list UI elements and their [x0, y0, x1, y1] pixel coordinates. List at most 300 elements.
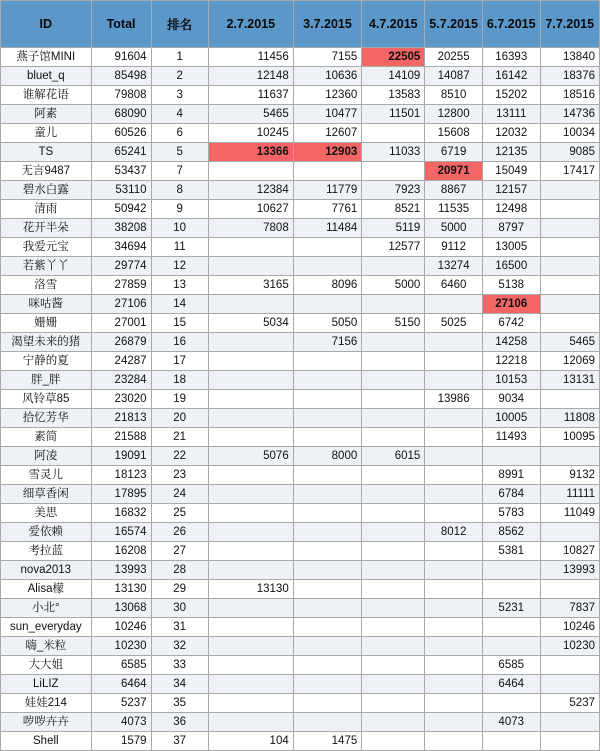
cell-daily-value[interactable] — [293, 675, 362, 694]
cell-id[interactable]: 花开半朵 — [1, 219, 92, 238]
column-header-total[interactable]: Total — [91, 1, 151, 48]
cell-total[interactable]: 53110 — [91, 181, 151, 200]
cell-daily-value[interactable]: 5231 — [482, 599, 540, 618]
cell-rank[interactable]: 22 — [151, 447, 208, 466]
cell-daily-value[interactable] — [293, 599, 362, 618]
cell-total[interactable]: 5237 — [91, 694, 151, 713]
cell-daily-value[interactable]: 11501 — [362, 105, 425, 124]
cell-id[interactable]: 宁静的夏 — [1, 352, 92, 371]
cell-daily-value[interactable] — [208, 333, 293, 352]
cell-rank[interactable]: 36 — [151, 713, 208, 732]
cell-daily-value[interactable]: 12032 — [482, 124, 540, 143]
cell-total[interactable]: 38208 — [91, 219, 151, 238]
cell-daily-value[interactable]: 104 — [208, 732, 293, 751]
cell-id[interactable]: Alisa檬 — [1, 580, 92, 599]
cell-daily-value[interactable] — [362, 504, 425, 523]
cell-daily-value[interactable] — [482, 447, 540, 466]
cell-daily-value[interactable]: 3165 — [208, 276, 293, 295]
cell-rank[interactable]: 16 — [151, 333, 208, 352]
cell-daily-value[interactable] — [425, 371, 483, 390]
cell-total[interactable]: 13993 — [91, 561, 151, 580]
cell-daily-value[interactable]: 8510 — [425, 86, 483, 105]
cell-id[interactable]: 若紫丫丫 — [1, 257, 92, 276]
cell-total[interactable]: 68090 — [91, 105, 151, 124]
cell-daily-value[interactable]: 7156 — [293, 333, 362, 352]
cell-id[interactable]: 清雨 — [1, 200, 92, 219]
cell-daily-value[interactable] — [425, 656, 483, 675]
column-header-date[interactable]: 7.7.2015 — [540, 1, 599, 48]
cell-id[interactable]: 咪咕酱 — [1, 295, 92, 314]
cell-daily-value[interactable] — [362, 428, 425, 447]
cell-rank[interactable]: 26 — [151, 523, 208, 542]
cell-daily-value[interactable]: 12218 — [482, 352, 540, 371]
cell-daily-value[interactable] — [208, 295, 293, 314]
cell-daily-value[interactable] — [362, 580, 425, 599]
cell-daily-value[interactable] — [540, 656, 599, 675]
cell-daily-value[interactable]: 4073 — [482, 713, 540, 732]
cell-daily-value[interactable] — [293, 390, 362, 409]
cell-daily-value[interactable]: 11535 — [425, 200, 483, 219]
cell-daily-value[interactable]: 14109 — [362, 67, 425, 86]
cell-daily-value[interactable] — [293, 295, 362, 314]
cell-daily-value[interactable] — [540, 713, 599, 732]
cell-daily-value[interactable] — [362, 694, 425, 713]
cell-daily-value[interactable] — [362, 656, 425, 675]
cell-total[interactable]: 27106 — [91, 295, 151, 314]
cell-daily-value[interactable] — [208, 238, 293, 257]
cell-rank[interactable]: 7 — [151, 162, 208, 181]
cell-daily-value[interactable] — [425, 447, 483, 466]
cell-daily-value[interactable]: 12577 — [362, 238, 425, 257]
cell-daily-value[interactable]: 6742 — [482, 314, 540, 333]
cell-daily-value[interactable]: 11779 — [293, 181, 362, 200]
cell-id[interactable]: 娃娃214 — [1, 694, 92, 713]
cell-daily-value[interactable] — [425, 637, 483, 656]
cell-daily-value[interactable] — [425, 580, 483, 599]
cell-daily-value[interactable]: 16142 — [482, 67, 540, 86]
cell-daily-value[interactable]: 18516 — [540, 86, 599, 105]
cell-daily-value[interactable] — [208, 466, 293, 485]
cell-daily-value[interactable]: 5783 — [482, 504, 540, 523]
cell-daily-value[interactable] — [208, 656, 293, 675]
cell-daily-value[interactable] — [540, 276, 599, 295]
cell-id[interactable]: 雪灵儿 — [1, 466, 92, 485]
cell-daily-value[interactable] — [425, 599, 483, 618]
cell-daily-value[interactable]: 5000 — [362, 276, 425, 295]
cell-daily-value[interactable]: 12800 — [425, 105, 483, 124]
cell-rank[interactable]: 37 — [151, 732, 208, 751]
cell-daily-value[interactable] — [482, 580, 540, 599]
cell-daily-value[interactable] — [293, 409, 362, 428]
cell-daily-value[interactable]: 5025 — [425, 314, 483, 333]
cell-daily-value[interactable]: 10636 — [293, 67, 362, 86]
cell-daily-value[interactable]: 6784 — [482, 485, 540, 504]
cell-daily-value[interactable]: 6015 — [362, 447, 425, 466]
cell-daily-value[interactable]: 5465 — [540, 333, 599, 352]
cell-daily-value[interactable]: 15049 — [482, 162, 540, 181]
cell-daily-value[interactable] — [208, 675, 293, 694]
cell-id[interactable]: Shell — [1, 732, 92, 751]
cell-daily-value[interactable] — [293, 523, 362, 542]
cell-daily-value[interactable] — [208, 561, 293, 580]
cell-rank[interactable]: 30 — [151, 599, 208, 618]
cell-daily-value[interactable]: 12384 — [208, 181, 293, 200]
column-header-rank[interactable]: 排名 — [151, 1, 208, 48]
cell-daily-value[interactable] — [293, 257, 362, 276]
cell-daily-value[interactable]: 7923 — [362, 181, 425, 200]
cell-daily-value[interactable]: 8562 — [482, 523, 540, 542]
cell-daily-value[interactable] — [482, 732, 540, 751]
cell-rank[interactable]: 11 — [151, 238, 208, 257]
cell-rank[interactable]: 14 — [151, 295, 208, 314]
cell-id[interactable]: 无言9487 — [1, 162, 92, 181]
cell-daily-value[interactable] — [362, 257, 425, 276]
cell-daily-value[interactable]: 5050 — [293, 314, 362, 333]
cell-daily-value[interactable]: 10477 — [293, 105, 362, 124]
cell-daily-value[interactable]: 10246 — [540, 618, 599, 637]
cell-total[interactable]: 16208 — [91, 542, 151, 561]
cell-daily-value[interactable]: 10627 — [208, 200, 293, 219]
cell-daily-value[interactable]: 13111 — [482, 105, 540, 124]
cell-rank[interactable]: 23 — [151, 466, 208, 485]
cell-total[interactable]: 13068 — [91, 599, 151, 618]
cell-daily-value[interactable]: 9132 — [540, 466, 599, 485]
cell-daily-value[interactable]: 6464 — [482, 675, 540, 694]
cell-rank[interactable]: 33 — [151, 656, 208, 675]
cell-daily-value[interactable] — [362, 485, 425, 504]
cell-daily-value[interactable] — [208, 599, 293, 618]
cell-total[interactable]: 16832 — [91, 504, 151, 523]
cell-total[interactable]: 19091 — [91, 447, 151, 466]
cell-daily-value[interactable]: 7837 — [540, 599, 599, 618]
cell-daily-value[interactable]: 7808 — [208, 219, 293, 238]
cell-rank[interactable]: 8 — [151, 181, 208, 200]
cell-id[interactable]: 爱依赖 — [1, 523, 92, 542]
cell-daily-value[interactable] — [293, 162, 362, 181]
cell-id[interactable]: 阿素 — [1, 105, 92, 124]
cell-rank[interactable]: 1 — [151, 48, 208, 67]
cell-daily-value[interactable]: 20971 — [425, 162, 483, 181]
cell-daily-value[interactable] — [425, 352, 483, 371]
cell-daily-value[interactable] — [208, 637, 293, 656]
cell-daily-value[interactable]: 8867 — [425, 181, 483, 200]
cell-id[interactable]: sun_everyday — [1, 618, 92, 637]
column-header-date[interactable]: 3.7.2015 — [293, 1, 362, 48]
cell-daily-value[interactable] — [293, 504, 362, 523]
cell-daily-value[interactable]: 5076 — [208, 447, 293, 466]
cell-id[interactable]: 考拉蓝 — [1, 542, 92, 561]
column-header-date[interactable]: 4.7.2015 — [362, 1, 425, 48]
column-header-date[interactable]: 2.7.2015 — [208, 1, 293, 48]
cell-id[interactable]: LiLIZ — [1, 675, 92, 694]
cell-daily-value[interactable]: 13840 — [540, 48, 599, 67]
cell-id[interactable]: 阿凌 — [1, 447, 92, 466]
cell-id[interactable]: TS — [1, 143, 92, 162]
cell-total[interactable]: 21588 — [91, 428, 151, 447]
cell-daily-value[interactable]: 16500 — [482, 257, 540, 276]
cell-rank[interactable]: 29 — [151, 580, 208, 599]
cell-daily-value[interactable] — [362, 523, 425, 542]
cell-daily-value[interactable] — [208, 409, 293, 428]
cell-daily-value[interactable]: 11033 — [362, 143, 425, 162]
cell-rank[interactable]: 18 — [151, 371, 208, 390]
cell-rank[interactable]: 9 — [151, 200, 208, 219]
cell-total[interactable]: 65241 — [91, 143, 151, 162]
cell-id[interactable]: 拾忆芳华 — [1, 409, 92, 428]
cell-daily-value[interactable]: 12069 — [540, 352, 599, 371]
cell-daily-value[interactable] — [482, 561, 540, 580]
cell-rank[interactable]: 28 — [151, 561, 208, 580]
cell-daily-value[interactable] — [293, 656, 362, 675]
cell-daily-value[interactable]: 13986 — [425, 390, 483, 409]
cell-daily-value[interactable]: 13274 — [425, 257, 483, 276]
cell-daily-value[interactable] — [425, 675, 483, 694]
cell-daily-value[interactable] — [208, 713, 293, 732]
cell-daily-value[interactable] — [425, 694, 483, 713]
cell-rank[interactable]: 25 — [151, 504, 208, 523]
cell-total[interactable]: 4073 — [91, 713, 151, 732]
cell-daily-value[interactable] — [540, 732, 599, 751]
cell-daily-value[interactable] — [208, 390, 293, 409]
cell-daily-value[interactable]: 10827 — [540, 542, 599, 561]
cell-id[interactable]: 美思 — [1, 504, 92, 523]
cell-daily-value[interactable]: 13005 — [482, 238, 540, 257]
cell-id[interactable]: 渴望未来的猪 — [1, 333, 92, 352]
cell-rank[interactable]: 35 — [151, 694, 208, 713]
cell-id[interactable]: 谁解花语 — [1, 86, 92, 105]
cell-daily-value[interactable]: 12903 — [293, 143, 362, 162]
cell-daily-value[interactable]: 6585 — [482, 656, 540, 675]
cell-total[interactable]: 85498 — [91, 67, 151, 86]
cell-daily-value[interactable] — [362, 162, 425, 181]
cell-total[interactable]: 6464 — [91, 675, 151, 694]
cell-daily-value[interactable] — [540, 675, 599, 694]
cell-daily-value[interactable] — [425, 333, 483, 352]
cell-daily-value[interactable] — [362, 409, 425, 428]
cell-rank[interactable]: 3 — [151, 86, 208, 105]
cell-id[interactable]: bluet_q — [1, 67, 92, 86]
cell-rank[interactable]: 15 — [151, 314, 208, 333]
cell-daily-value[interactable]: 10230 — [540, 637, 599, 656]
cell-daily-value[interactable]: 8797 — [482, 219, 540, 238]
cell-daily-value[interactable]: 5150 — [362, 314, 425, 333]
cell-daily-value[interactable]: 12148 — [208, 67, 293, 86]
cell-rank[interactable]: 20 — [151, 409, 208, 428]
cell-daily-value[interactable]: 8096 — [293, 276, 362, 295]
cell-id[interactable]: 嗨_米粒 — [1, 637, 92, 656]
cell-daily-value[interactable]: 12607 — [293, 124, 362, 143]
cell-daily-value[interactable] — [362, 371, 425, 390]
cell-rank[interactable]: 12 — [151, 257, 208, 276]
cell-id[interactable]: 燕子馆MINI — [1, 48, 92, 67]
cell-daily-value[interactable]: 11484 — [293, 219, 362, 238]
cell-daily-value[interactable]: 5119 — [362, 219, 425, 238]
cell-daily-value[interactable]: 14087 — [425, 67, 483, 86]
cell-daily-value[interactable] — [540, 523, 599, 542]
cell-daily-value[interactable] — [293, 466, 362, 485]
cell-rank[interactable]: 34 — [151, 675, 208, 694]
cell-total[interactable]: 79808 — [91, 86, 151, 105]
cell-daily-value[interactable] — [425, 542, 483, 561]
cell-daily-value[interactable]: 15608 — [425, 124, 483, 143]
cell-total[interactable]: 18123 — [91, 466, 151, 485]
cell-daily-value[interactable] — [362, 618, 425, 637]
cell-rank[interactable]: 5 — [151, 143, 208, 162]
cell-daily-value[interactable]: 12135 — [482, 143, 540, 162]
cell-rank[interactable]: 13 — [151, 276, 208, 295]
cell-daily-value[interactable]: 14258 — [482, 333, 540, 352]
column-header-id[interactable]: ID — [1, 1, 92, 48]
cell-rank[interactable]: 21 — [151, 428, 208, 447]
cell-daily-value[interactable] — [362, 295, 425, 314]
cell-rank[interactable]: 24 — [151, 485, 208, 504]
cell-rank[interactable]: 10 — [151, 219, 208, 238]
cell-total[interactable]: 29774 — [91, 257, 151, 276]
cell-daily-value[interactable]: 11111 — [540, 485, 599, 504]
cell-daily-value[interactable]: 9034 — [482, 390, 540, 409]
cell-daily-value[interactable]: 5000 — [425, 219, 483, 238]
cell-daily-value[interactable] — [293, 371, 362, 390]
cell-daily-value[interactable] — [362, 333, 425, 352]
cell-daily-value[interactable]: 20255 — [425, 48, 483, 67]
cell-daily-value[interactable]: 8000 — [293, 447, 362, 466]
cell-daily-value[interactable]: 12157 — [482, 181, 540, 200]
cell-daily-value[interactable] — [425, 713, 483, 732]
cell-daily-value[interactable]: 10245 — [208, 124, 293, 143]
cell-id[interactable]: 细草香闲 — [1, 485, 92, 504]
cell-daily-value[interactable]: 13131 — [540, 371, 599, 390]
cell-rank[interactable]: 27 — [151, 542, 208, 561]
cell-daily-value[interactable]: 7155 — [293, 48, 362, 67]
cell-daily-value[interactable] — [208, 485, 293, 504]
cell-daily-value[interactable]: 8012 — [425, 523, 483, 542]
cell-daily-value[interactable] — [293, 428, 362, 447]
cell-daily-value[interactable]: 11637 — [208, 86, 293, 105]
cell-total[interactable]: 24287 — [91, 352, 151, 371]
cell-daily-value[interactable] — [425, 732, 483, 751]
cell-total[interactable]: 1579 — [91, 732, 151, 751]
cell-daily-value[interactable] — [425, 409, 483, 428]
cell-daily-value[interactable] — [208, 618, 293, 637]
cell-daily-value[interactable]: 15202 — [482, 86, 540, 105]
cell-daily-value[interactable] — [293, 694, 362, 713]
cell-id[interactable]: 小北° — [1, 599, 92, 618]
cell-daily-value[interactable]: 6460 — [425, 276, 483, 295]
cell-daily-value[interactable] — [208, 352, 293, 371]
cell-total[interactable]: 23284 — [91, 371, 151, 390]
cell-daily-value[interactable] — [293, 637, 362, 656]
cell-daily-value[interactable] — [540, 580, 599, 599]
cell-total[interactable]: 27859 — [91, 276, 151, 295]
cell-daily-value[interactable] — [293, 542, 362, 561]
cell-total[interactable]: 27001 — [91, 314, 151, 333]
cell-id[interactable]: 碧水白露 — [1, 181, 92, 200]
cell-daily-value[interactable] — [482, 637, 540, 656]
cell-daily-value[interactable]: 5237 — [540, 694, 599, 713]
cell-total[interactable]: 53437 — [91, 162, 151, 181]
cell-id[interactable]: 洛雪 — [1, 276, 92, 295]
cell-daily-value[interactable]: 10034 — [540, 124, 599, 143]
cell-daily-value[interactable] — [362, 542, 425, 561]
cell-id[interactable]: 胖_胖 — [1, 371, 92, 390]
cell-id[interactable]: nova2013 — [1, 561, 92, 580]
cell-daily-value[interactable]: 27106 — [482, 295, 540, 314]
cell-total[interactable]: 13130 — [91, 580, 151, 599]
cell-daily-value[interactable]: 12498 — [482, 200, 540, 219]
cell-daily-value[interactable] — [540, 257, 599, 276]
cell-daily-value[interactable]: 13583 — [362, 86, 425, 105]
cell-daily-value[interactable] — [293, 352, 362, 371]
cell-daily-value[interactable] — [425, 295, 483, 314]
column-header-date[interactable]: 5.7.2015 — [425, 1, 483, 48]
cell-daily-value[interactable] — [362, 675, 425, 694]
cell-daily-value[interactable] — [425, 561, 483, 580]
cell-daily-value[interactable] — [540, 314, 599, 333]
cell-daily-value[interactable]: 16393 — [482, 48, 540, 67]
cell-daily-value[interactable] — [425, 504, 483, 523]
cell-daily-value[interactable] — [362, 390, 425, 409]
cell-id[interactable]: 素简 — [1, 428, 92, 447]
cell-total[interactable]: 34694 — [91, 238, 151, 257]
cell-daily-value[interactable] — [425, 485, 483, 504]
cell-id[interactable]: 大大姐 — [1, 656, 92, 675]
cell-total[interactable]: 21813 — [91, 409, 151, 428]
cell-total[interactable]: 17895 — [91, 485, 151, 504]
cell-daily-value[interactable] — [208, 542, 293, 561]
cell-daily-value[interactable] — [293, 561, 362, 580]
cell-daily-value[interactable] — [362, 713, 425, 732]
cell-daily-value[interactable]: 13993 — [540, 561, 599, 580]
cell-rank[interactable]: 6 — [151, 124, 208, 143]
cell-total[interactable]: 10230 — [91, 637, 151, 656]
cell-daily-value[interactable] — [208, 162, 293, 181]
cell-daily-value[interactable] — [540, 219, 599, 238]
cell-daily-value[interactable]: 18376 — [540, 67, 599, 86]
cell-daily-value[interactable]: 5034 — [208, 314, 293, 333]
cell-daily-value[interactable] — [208, 257, 293, 276]
cell-daily-value[interactable]: 1475 — [293, 732, 362, 751]
cell-daily-value[interactable]: 10005 — [482, 409, 540, 428]
cell-id[interactable]: 我爱元宝 — [1, 238, 92, 257]
cell-daily-value[interactable] — [362, 352, 425, 371]
cell-daily-value[interactable] — [540, 295, 599, 314]
cell-id[interactable]: 姗姗 — [1, 314, 92, 333]
cell-daily-value[interactable] — [208, 371, 293, 390]
cell-total[interactable]: 26879 — [91, 333, 151, 352]
cell-daily-value[interactable] — [293, 238, 362, 257]
cell-daily-value[interactable]: 5138 — [482, 276, 540, 295]
cell-daily-value[interactable]: 9112 — [425, 238, 483, 257]
cell-daily-value[interactable]: 12360 — [293, 86, 362, 105]
cell-daily-value[interactable]: 7761 — [293, 200, 362, 219]
cell-daily-value[interactable]: 8521 — [362, 200, 425, 219]
cell-daily-value[interactable]: 14736 — [540, 105, 599, 124]
cell-daily-value[interactable] — [540, 447, 599, 466]
column-header-date[interactable]: 6.7.2015 — [482, 1, 540, 48]
cell-daily-value[interactable]: 5381 — [482, 542, 540, 561]
cell-daily-value[interactable] — [293, 713, 362, 732]
cell-daily-value[interactable] — [362, 732, 425, 751]
cell-daily-value[interactable] — [362, 599, 425, 618]
cell-daily-value[interactable] — [425, 428, 483, 447]
cell-daily-value[interactable]: 13366 — [208, 143, 293, 162]
cell-daily-value[interactable] — [293, 618, 362, 637]
cell-daily-value[interactable] — [208, 428, 293, 447]
cell-daily-value[interactable]: 17417 — [540, 162, 599, 181]
cell-daily-value[interactable] — [208, 504, 293, 523]
cell-daily-value[interactable] — [362, 466, 425, 485]
cell-daily-value[interactable]: 11456 — [208, 48, 293, 67]
